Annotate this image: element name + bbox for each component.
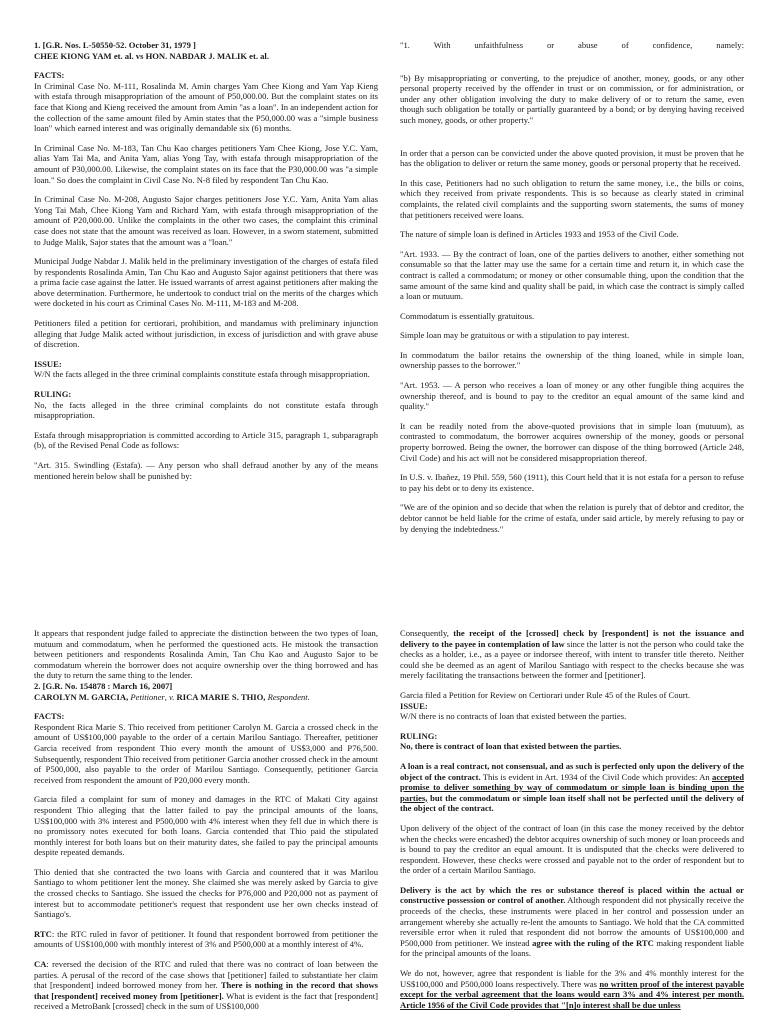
paragraph: Respondent Rica Marie S. Thio received from petitioner Carolyn M. Garcia a crossed check in the amount of US$100,000 payable to the order of a certain Marilou Santiago. Thereafter, petitioner Garcia received from respondent Thio every month the amount of US$3,000 and P76,500. Subsequently, respondent Thio received from petitioner Garcia another crossed check in the amount of P500,000, also payable to the order of Marilou Santiago. Consequently, petitioner Garcia received from respondent the amount of P20,000 every month. [34,721,378,785]
text-run: making respondent liable for the principal amounts of the loans. [400,937,744,959]
paragraph: In Criminal Case No. M-208, Augusto Sajor charges petitioners Jose Y.C. Yam, Anita Yam alias Yong Tai Mah, Chee Kiong Yam and Richard Yam, with estafa through misappropriation of the amount of P20,000.00. Unlike the complaints in the other two cases, the complaint this criminal case does not state that the amount was received as loan. However, in a sworn statement, submitted to Judge Malik, Sajor states that the amount was a "loan." [34,194,378,247]
paragraph: In Criminal Case No. M-183, Tan Chu Kao charges petitioners Yam Chee Kiong, Jose Y.C. Yam, alias Yam Tai Ma, and Anita Yam, alias Yong Tay, with estafa through misappropriation of the amount of P30,000.00. Likewise, the complaint states on its face that the P30,000.00 was "a simple loan." So does the complaint in Civil Case No. N-8 filed by respondent Tan Chu Kao. [34,142,378,185]
case-title: CAROLYN M. GARCIA, Petitioner, v. RICA MARIE S. THIO, Respondent. [34,691,310,702]
facts-heading: FACTS: [34,711,65,722]
rtc-label: RTC [34,928,52,939]
ca-text: : reversed the decision of the RTC and ruled that there was no contract of loan between the parties. A perusal of the record of the case shows that [petitioner] failed to substantiate her claim that [respondent] indeed borrowed money from her. [34,959,378,991]
page-1-right-column [400,40,744,543]
quoted-provision: "Art. 1953. — A person who receives a loan of money or any other fungible thing acquires the ownership thereof, and is bound to pay to the creditor an equal amount of the same kind and quality." [400,380,744,412]
paragraph: It can be readily noted from the above-quoted provisions that in simple loan (mutuum), as contrasted to commodatum, the borrower acquires ownership of the money, goods or personal property borrowed. Being the owner, the borrower can dispose of the thing borrowed (Article 248, Civil Code) and his act will not be considered misappropriation thereof. [400,420,744,463]
paragraph: Estafa through misappropriation is committed according to Article 315, paragraph 1, subparagraph (b), of the Revised Penal Code as follows: [34,429,378,451]
ruling-text: No, the facts alleged in the three criminal complaints do not constitute estafa through misappropriation. [34,399,378,421]
underlined-text: no written proof of the interest payable except for the verbal agreement that the loans would earn 3% and 4% interest per month. Article 1956 of the Civil Code provides that "[n]o interest shall be due unless [400,978,745,1010]
paragraph [400,628,744,681]
paragraph: Municipal Judge Nabdar J. Malik held in the preliminary investigation of the charges of estafa filed by respondents Rosalinda Amin, Tan Chu Kao and Augusto Sajor against petitioners that there was a prima facie case against the latter. He issued warrants of arrest against petitioners after making the above determination. Furthermore, he undertook to conduct trial on the merits of the charges which were docketed in his court as Criminal Cases No. M-111, M-183 and M-208. [34,256,378,309]
underlined-text: accepted promise to deliver something by way of commodatum or simple loan is binding upon the parties, [400,771,745,803]
quoted-provision: "Art. 1933. — By the contract of loan, one of the parties delivers to another, either something not consumable so that the latter may use the same for a certain time and return it, in which case the contract is called a commodatum; or money or other consumable thing, upon the condition that the same amount of the same kind and quality shall be paid, in which case the contract is simply called a loan or mutuum. [400,248,744,302]
text-run: We do not, however, agree that respondent is liable for the 3% and 4% monthly interest for the US$100,000 and P500,000 loans respectively. There was [400,968,744,989]
ruling-heading: RULING: [400,730,438,741]
quoted-ruling: "We are of the opinion and so decide that when the relation is purely that of debtor and creditor, the debtor cannot be held liable for the crime of estafa, under said article, by merely refusing to pay or by denying the indebtedness." [400,502,744,534]
document-page-2 [0,512,768,1024]
paragraph: Garcia filed a Petition for Review on Certiorari under Rule 45 of the Rules of Court. [400,689,691,700]
text-run: Consequently, [400,628,449,638]
rtc-text: : the RTC ruled in favor of petitioner. It found that respondent borrowed from petitioner the amounts of US$100,000 with monthly interest of 3% and P500,000 at a monthly interest of 4%. [34,928,378,950]
quoted-provision: "1. With unfaithfulness or abuse of confidence, namely: [400,40,744,50]
respondent-role: Respondent. [267,691,310,702]
ca-bold-text: There is nothing in the record that shows that [respondent] received money from [petitioner]. [34,980,378,1001]
petitioner-role: Petitioner [130,691,165,702]
text-run: Although respondent did not physically receive the proceeds of the checks, these instruments were placed in her control and possession under an arrangement whereby she actually re-lent the amounts to Santiago. We hold that the CA committed reversible error when it ruled that respondent did not borrow the amounts of US$100,000 and P500,000 from petitioner. We instead [400,895,744,948]
ruling-text: No, there is contract of loan that existed between the parties. [400,741,622,752]
bold-text: Delivery is the act by which the res or substance thereof is placed within the actual or constructive possession or control of another. [400,884,744,906]
text-run: This is evident in Art. 1934 of the Civil Code which provides: An [482,771,710,782]
quoted-provision: "Art. 315. Swindling (Estafa). — Any person who shall defraud another by any of the means mentioned herein below shall be punished by: [34,460,378,481]
paragraph: In order that a person can be convicted under the above quoted provision, it must be proven that he has the obligation to deliver or return the same money, goods or personal property that he received. [400,147,744,169]
respondent-name: RICA MARIE S. THIO, [176,691,266,702]
ruling-heading: RULING: [34,389,72,400]
ca-tail-text: What is evident is the fact that [respondent] received a MetroBank [crossed] check in the sum of US$100,000 [34,990,379,1012]
paragraph: Petitioners filed a petition for certiorari, prohibition, and mandamus with preliminary injunction alleging that Judge Malik acted without jurisdiction, in excess of jurisdiction and with grave abuse of discretion. [34,318,378,350]
bold-text: but the commodatum or simple loan itself shall not be perfected until the delivery of the object of the contract. [400,792,744,814]
paragraph [400,968,744,1010]
ca-label: CA [34,959,47,970]
paragraph: Thio denied that she contracted the two loans with Garcia and countered that it was Marilou Santiago to whom petitioner lent the money. She claimed she was merely asked by Garcia to give the crossed checks to Santiago. She issued the checks for P76,000 and P20,000 not as payment of interest but to accommodate petitioner's request that respondent use her own checks instead of Santiago's. [34,866,378,920]
paragraph: It appears that respondent judge failed to appreciate the distinction between the two types of loan, mutuum and commodatum, when he performed the questioned acts. He mistook the transaction between petitioners and respondents Rosalinda Amin, Tan Chu Kao and Augusto Sajor to be commodatum wherein the borrower does not acquire ownership over the thing borrowed and has the duty to return the same thing to the lender. [34,628,378,681]
paragraph [400,885,744,959]
issue-text: W/N the facts alleged in the three criminal complaints constitute estafa through misappropriation. [34,369,370,380]
paragraph: Upon delivery of the object of the contract of loan (in this case the money received by the debtor when the checks were encashed) the debtor acquires ownership of such money or loan proceeds and is bound to pay the creditor an equal amount. It is undisputed that the checks were delivered to respondent. However, these checks were crossed and payable not to the order of respondent but to the order of a certain Marilou Santiago. [400,822,744,876]
bold-text: agree with the ruling of the RTC [532,937,654,948]
paragraph: The nature of simple loan is defined in Articles 1933 and 1953 of the Civil Code. [400,229,679,240]
text-run: since the latter is not the person who could take the checks as a holder, i.e., as a payee or indorsee thereof, with intent to transfer title thereto. Neither could she be deemed as an agent of Marilou Santiago with respect to the checks because she was merely facilitating the transactions between the former and [petitioner]. [400,638,744,681]
versus: v. [169,691,175,702]
page-1-left-column [34,40,378,490]
issue-text: W/N there is no contracts of loan that existed between the parties. [400,711,627,722]
paragraph [400,761,744,814]
case-citation: 2. [G.R. No. 154878 : March 16, 2007] [34,680,173,691]
quoted-provision: "b) By misappropriating or converting, to the prejudice of another, money, goods, or any other personal property received by the offender in trust or on commission, or for administration, or under any other obligation involving the duty to make delivery of or to return the same, even though such obligation be totally or partially guaranteed by a bond; or by denying having received such money, goods, or other property." [400,72,744,125]
issue-heading: ISSUE: [34,358,62,369]
paragraph: In commodatum the bailor retains the ownership of the thing loaned, while in simple loan, ownership passes to the borrower." [400,349,744,371]
bold-text: A loan is a real contract, not consensual, and as such is perfected only upon the delivery of the object of the contract. [400,760,744,782]
paragraph: In this case, Petitioners had no such obligation to return the same money, i.e., the bills or coins, which they received from private respondents. This is so because as clearly stated in criminal complaints, the related civil complaints and the supporting sworn statements, the sums of money that petitioners received were loans. [400,177,744,220]
issue-heading: ISSUE: [400,700,428,711]
petitioner-name: CAROLYN M. GARCIA, [34,691,129,702]
bold-text: the receipt of the [crossed] check by [respondent] is not the issuance and delivery to the payee in contemplation of law [400,628,745,649]
ca-paragraph [34,959,378,1012]
paragraph: Garcia filed a complaint for sum of money and damages in the RTC of Makati City against respondent Thio alleging that the latter failed to pay the principal amounts of the loans, US$100,000 with 3% interest and P500,000 with 4% interest when they fell due in which there is no promissory notes executed for both loans. Garcia contended that Thio paid the stipulated monthly interest for both loans but on their maturity dates, she failed to pay the principal amounts despite repeated demands. [34,794,378,858]
paragraph: Simple loan may be gratuitous or with a stipulation to pay interest. [400,330,630,341]
facts-heading: FACTS: [34,70,65,81]
page-2-left-column [34,628,378,1021]
paragraph: In U.S. v. Ibañez, 19 Phil. 559, 560 (1911), this Court held that it is not estafa for a person to refuse to pay his debt or to deny its existence. [400,472,744,493]
page-2-right-column [400,628,744,1019]
case-citation: 1. [G.R. Nos. L-50550-52. October 31, 1979 ] [34,40,196,50]
case-title: CHEE KIONG YAM et. al. vs HON. NABDAR J. MALIK et. al. [34,50,269,61]
rtc-paragraph [34,929,378,950]
paragraph: Commodatum is essentially gratuitous. [400,310,535,321]
paragraph: In Criminal Case No. M-111, Rosalinda M. Amin charges Yam Chee Kiong and Yam Yap Kieng with estafa through misappropriation of the amount of P50,000.00. But the complaint states on its face that Kiong and Kieng received the amount from Amin "as a loan". In an independent action for the collection of the same amount filed by Amin states that the P50,000.00 was a "simple business loan" which earned interest and was originally demandable six (6) months. [34,80,378,134]
